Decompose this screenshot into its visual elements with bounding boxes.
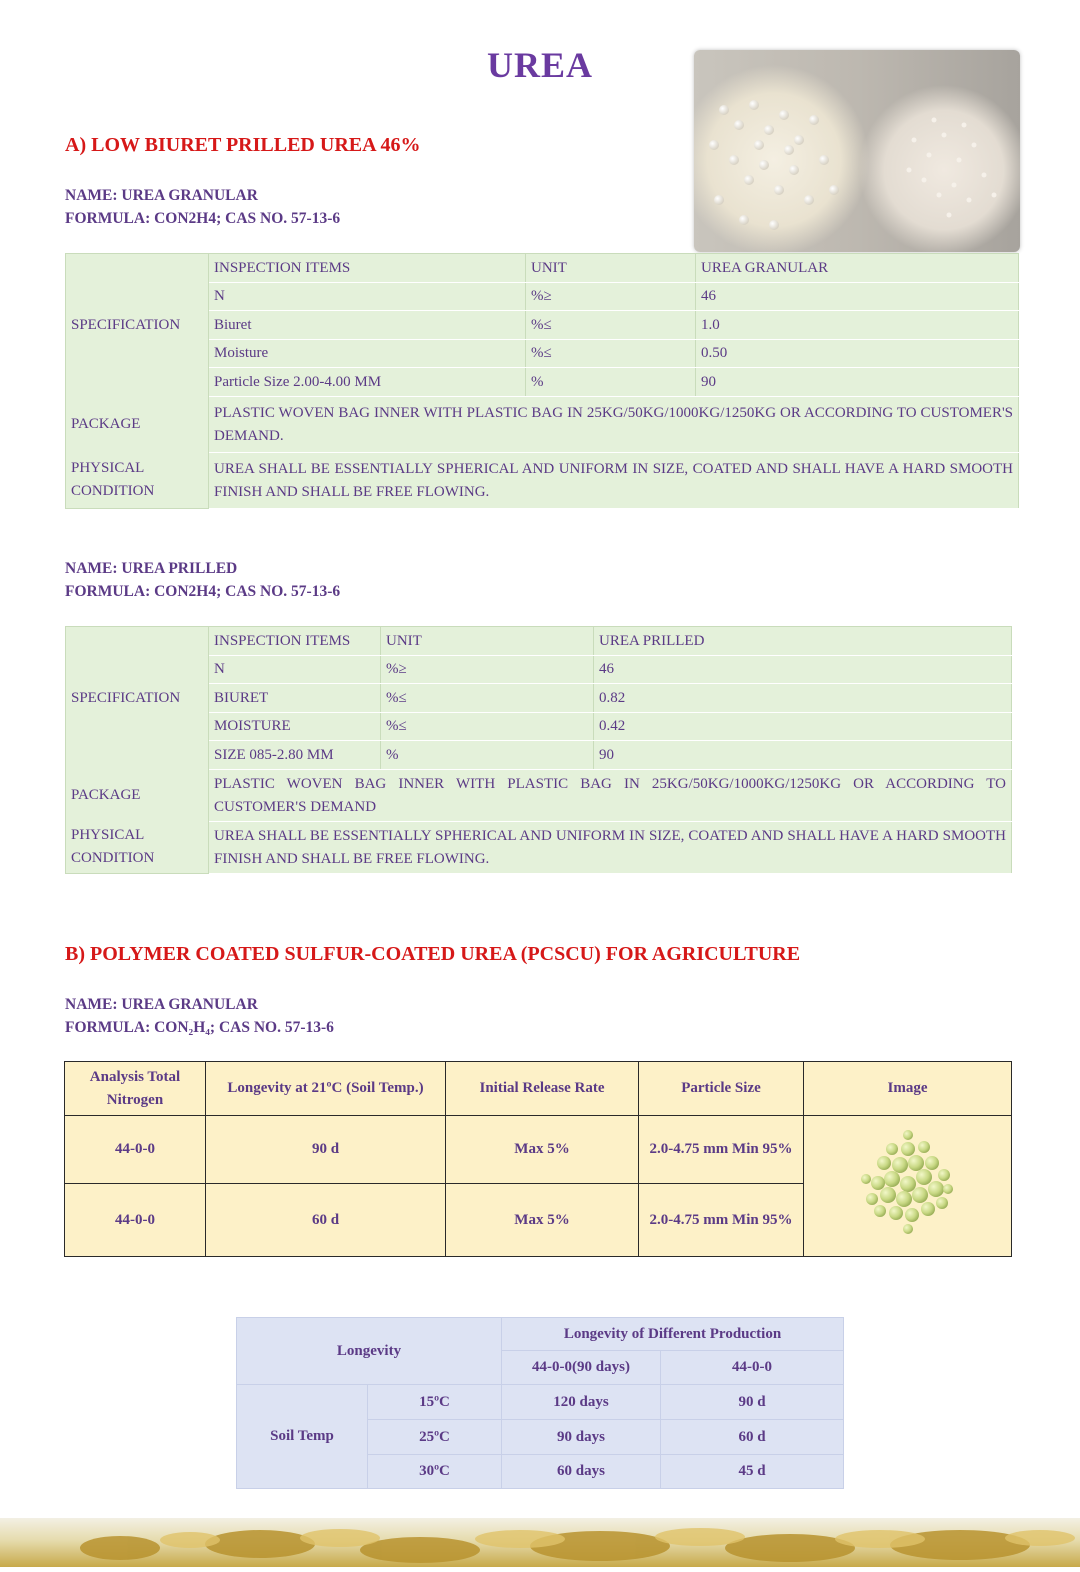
table-cell: %≤ xyxy=(381,684,594,713)
table-cell: 0.50 xyxy=(696,340,1019,368)
table-row xyxy=(66,453,1019,509)
header-cell: Analysis Total Nitrogen xyxy=(65,1062,206,1116)
table-row xyxy=(66,283,1019,311)
header-cell: 44-0-0 xyxy=(661,1351,844,1385)
table-cell: BIURET xyxy=(209,684,381,713)
package-label: PACKAGE xyxy=(66,770,209,822)
package-label: PACKAGE xyxy=(66,397,209,453)
header-cell: UNIT xyxy=(526,254,696,283)
table-cell: 120 days xyxy=(502,1385,661,1420)
table-row xyxy=(66,254,1019,283)
table-cell: N xyxy=(209,656,381,684)
section-b-name: NAME: UREA GRANULAR xyxy=(65,996,258,1013)
header-cell: INSPECTION ITEMS xyxy=(209,627,381,656)
longevity-table xyxy=(236,1317,844,1489)
table-cell: 45 d xyxy=(661,1455,844,1489)
table-cell: 44-0-0 xyxy=(65,1184,206,1257)
spec-label: SPECIFICATION xyxy=(66,254,209,397)
table-row xyxy=(66,311,1019,340)
physical-text: UREA SHALL BE ESSENTIALLY SPHERICAL AND UNIFORM IN SIZE, COATED AND SHALL HAVE A HARD SMOOTH FINISH AND SHALL BE FREE FLOWING. xyxy=(209,822,1012,874)
product2-spec-table xyxy=(65,626,1012,874)
table-cell: 90 xyxy=(696,368,1019,397)
table-cell: 46 xyxy=(594,656,1012,684)
product2-formula: FORMULA: CON2H4; CAS NO. 57-13-6 xyxy=(65,583,341,600)
table-cell: 90 xyxy=(594,741,1012,770)
image-cell xyxy=(804,1116,1012,1257)
table-cell: 0.82 xyxy=(594,684,1012,713)
table-row xyxy=(66,397,1019,453)
table-row xyxy=(66,770,1012,822)
table-cell: 46 xyxy=(696,283,1019,311)
product1-formula: FORMULA: CON2H4; CAS NO. 57-13-6 xyxy=(65,210,341,227)
table-cell: 60 days xyxy=(502,1455,661,1489)
table-cell: % xyxy=(526,368,696,397)
table-cell: MOISTURE xyxy=(209,713,381,741)
header-cell: UREA GRANULAR xyxy=(696,254,1019,283)
table-cell: %≤ xyxy=(526,311,696,340)
table-cell: 60 d xyxy=(206,1184,446,1257)
package-text: PLASTIC WOVEN BAG INNER WITH PLASTIC BAG IN 25KG/50KG/1000KG/1250KG OR ACCORDING TO CUSTOMER'S DEMAND xyxy=(209,770,1012,822)
table-cell: 1.0 xyxy=(696,311,1019,340)
physical-label: PHYSICAL CONDITION xyxy=(66,822,209,874)
table-row xyxy=(65,1062,1012,1116)
table-cell: %≤ xyxy=(526,340,696,368)
wheat-footer-image xyxy=(0,1518,1080,1567)
table-row xyxy=(66,822,1012,874)
page-title: UREA xyxy=(486,45,593,85)
table-cell: N xyxy=(209,283,526,311)
table-cell: 44-0-0 xyxy=(65,1116,206,1184)
table-cell: %≤ xyxy=(381,713,594,741)
table-cell: 90 days xyxy=(502,1420,661,1455)
table-cell: %≥ xyxy=(381,656,594,684)
coated-urea-granules-image xyxy=(838,1119,978,1249)
table-row xyxy=(65,1116,1012,1184)
pcscu-table xyxy=(64,1061,1012,1257)
table-cell: % xyxy=(381,741,594,770)
table-cell: 15ºC xyxy=(368,1385,502,1420)
spec-label: SPECIFICATION xyxy=(66,627,209,770)
table-cell: 2.0-4.75 mm Min 95% xyxy=(639,1116,804,1184)
longevity-corner: Longevity xyxy=(237,1318,502,1385)
header-cell: INSPECTION ITEMS xyxy=(209,254,526,283)
table-row xyxy=(66,627,1012,656)
header-cell: Initial Release Rate xyxy=(446,1062,639,1116)
group-header: Longevity of Different Production xyxy=(502,1318,844,1351)
table-cell: 90 d xyxy=(206,1116,446,1184)
product2-name: NAME: UREA PRILLED xyxy=(65,560,238,577)
table-cell: Moisture xyxy=(209,340,526,368)
product1-name: NAME: UREA GRANULAR xyxy=(65,187,258,204)
table-cell: 25ºC xyxy=(368,1420,502,1455)
urea-granules-photo xyxy=(694,50,1020,252)
header-cell: Particle Size xyxy=(639,1062,804,1116)
table-cell: SIZE 085-2.80 MM xyxy=(209,741,381,770)
table-cell: Max 5% xyxy=(446,1184,639,1257)
table-cell: 0.42 xyxy=(594,713,1012,741)
table-cell: 2.0-4.75 mm Min 95% xyxy=(639,1184,804,1257)
section-b-heading: B) POLYMER COATED SULFUR-COATED UREA (PCSCU) FOR AGRICULTURE xyxy=(65,943,801,965)
table-row xyxy=(237,1318,844,1351)
section-b-formula: FORMULA: CON₂H₄; CAS NO. 57-13-6 xyxy=(65,1019,334,1036)
table-cell: 90 d xyxy=(661,1385,844,1420)
physical-text: UREA SHALL BE ESSENTIALLY SPHERICAL AND UNIFORM IN SIZE, COATED AND SHALL HAVE A HARD SMOOTH FINISH AND SHALL BE FREE FLOWING. xyxy=(209,453,1019,509)
header-cell: Longevity at 21ºC (Soil Temp.) xyxy=(206,1062,446,1116)
table-row xyxy=(66,340,1019,368)
table-cell: Biuret xyxy=(209,311,526,340)
package-text: PLASTIC WOVEN BAG INNER WITH PLASTIC BAG IN 25KG/50KG/1000KG/1250KG OR ACCORDING TO CUSTOMER'S DEMAND. xyxy=(209,397,1019,453)
table-cell: 60 d xyxy=(661,1420,844,1455)
product1-spec-table xyxy=(65,253,1019,509)
soil-temp-label: Soil Temp xyxy=(237,1385,368,1489)
physical-label: PHYSICAL CONDITION xyxy=(66,453,209,509)
section-a-heading: A) LOW BIURET PRILLED UREA 46% xyxy=(65,134,421,156)
table-cell: Particle Size 2.00-4.00 MM xyxy=(209,368,526,397)
header-cell: 44-0-0(90 days) xyxy=(502,1351,661,1385)
table-row xyxy=(66,368,1019,397)
table-cell: %≥ xyxy=(526,283,696,311)
table-cell: Max 5% xyxy=(446,1116,639,1184)
table-cell: 30ºC xyxy=(368,1455,502,1489)
header-cell: Image xyxy=(804,1062,1012,1116)
header-cell: UNIT xyxy=(381,627,594,656)
header-cell: UREA PRILLED xyxy=(594,627,1012,656)
table-row xyxy=(237,1385,844,1420)
